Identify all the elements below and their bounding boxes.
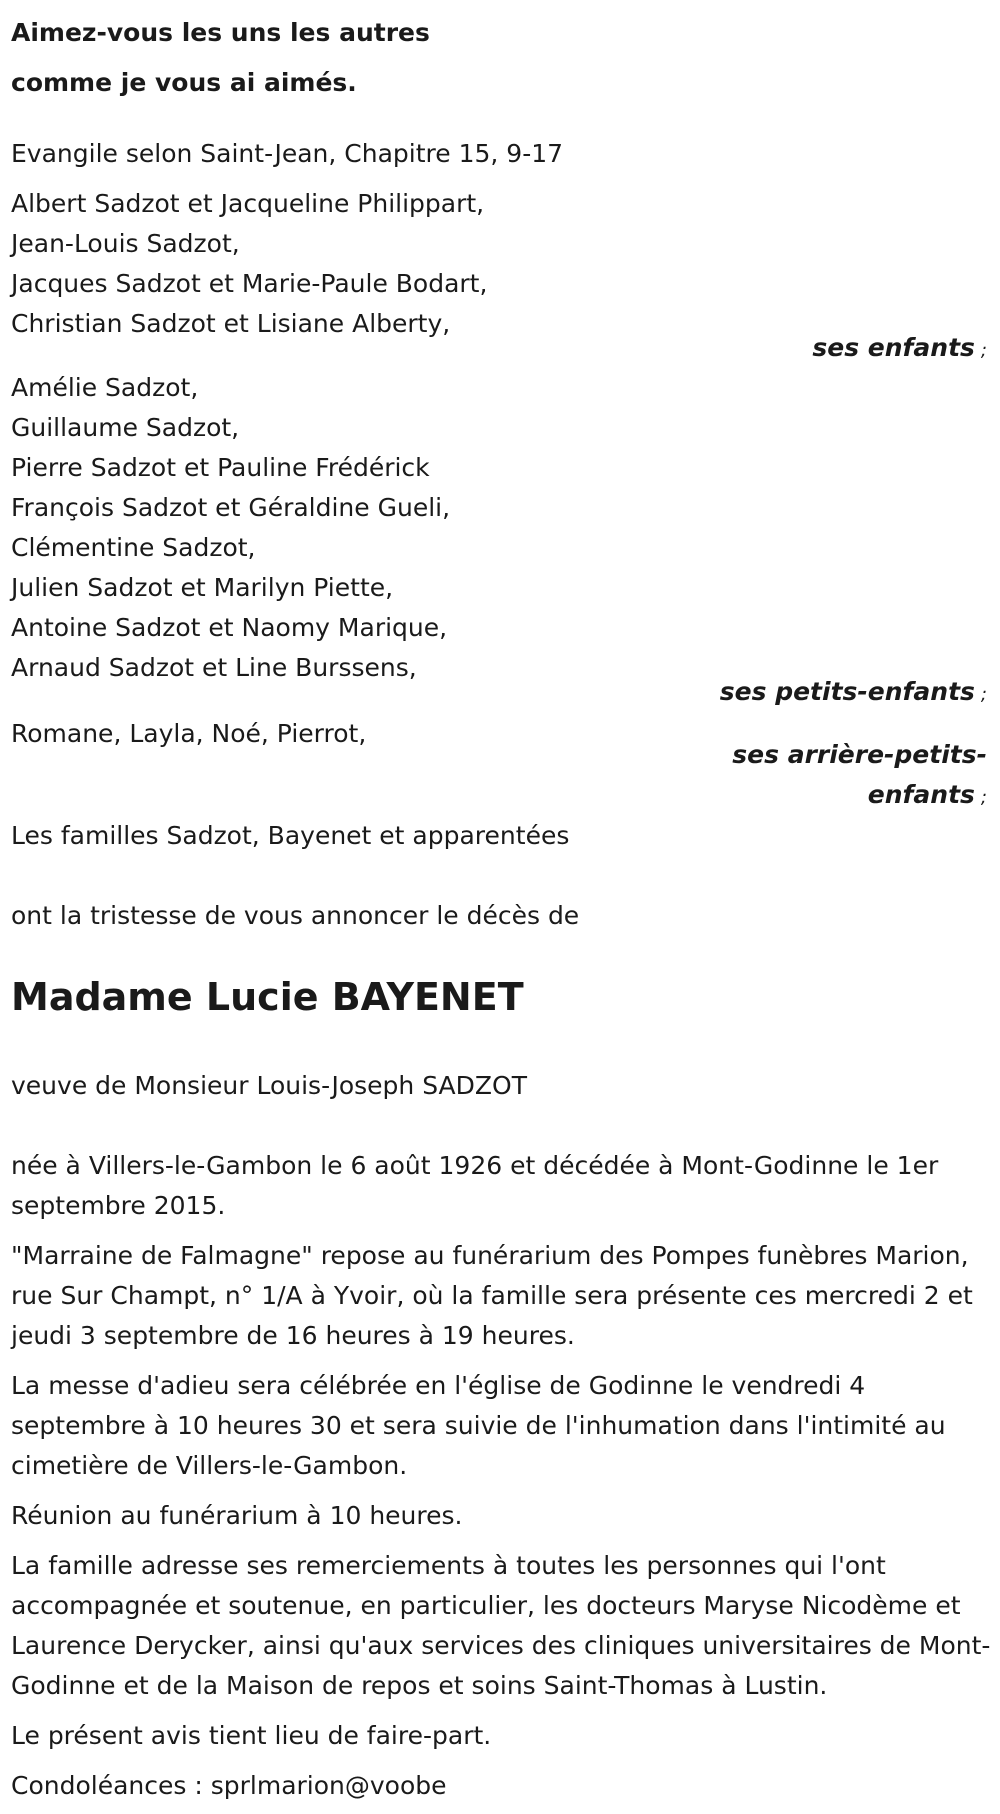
list-item: François Sadzot et Géraldine Gueli, bbox=[11, 493, 451, 522]
grandchildren-label bbox=[720, 672, 987, 715]
epigraph-line-1: Aimez-vous les uns les autres bbox=[11, 18, 430, 47]
list-item: Albert Sadzot et Jacqueline Philippart, bbox=[11, 189, 485, 218]
list-item: Jean-Louis Sadzot, bbox=[11, 229, 240, 258]
gospel-reference: Evangile selon Saint-Jean, Chapitre 15, 9-17 bbox=[11, 139, 564, 168]
list-item: Clémentine Sadzot, bbox=[11, 533, 256, 562]
list-item: Arnaud Sadzot et Line Burssens, bbox=[11, 653, 417, 682]
list-item: Christian Sadzot et Lisiane Alberty, bbox=[11, 309, 451, 338]
notice-paragraph: Le présent avis tient lieu de faire-part. bbox=[11, 1721, 492, 1750]
reposes-paragraph: "Marraine de Falmagne" repose au funérarium des Pompes funèbres Marion, rue Sur Champt, n° 1/A à Yvoir, où la famille sera présente ces mercredi 2 et jeudi 3 septembre de 16 heures à 19 heures. bbox=[11, 1241, 973, 1350]
great-grandchildren-label-line-1: ses arrière-petits- bbox=[732, 740, 987, 769]
children-label-semicolon: ; bbox=[980, 340, 987, 361]
grandchildren-label-semicolon: ; bbox=[980, 684, 987, 705]
widow-of-line: veuve de Monsieur Louis-Joseph SADZOT bbox=[11, 1071, 527, 1100]
families-line: Les familles Sadzot, Bayenet et apparentées bbox=[11, 821, 570, 850]
grandchildren-label-text: ses petits-enfants bbox=[719, 677, 975, 706]
grandchildren-list bbox=[11, 368, 450, 688]
children-list bbox=[11, 184, 487, 344]
condolences-line: Condoléances : sprlmarion@voobe bbox=[11, 1771, 447, 1800]
list-item: Romane, Layla, Noé, Pierrot, bbox=[11, 719, 367, 748]
list-item: Julien Sadzot et Marilyn Piette, bbox=[11, 573, 394, 602]
children-label-text: ses enfants bbox=[812, 333, 975, 362]
list-item: Guillaume Sadzot, bbox=[11, 413, 240, 442]
epigraph bbox=[11, 8, 430, 108]
epigraph-line-2: comme je vous ai aimés. bbox=[11, 68, 357, 97]
mass-paragraph: La messe d'adieu sera célébrée en l'église de Godinne le vendredi 4 septembre à 10 heures 30 et sera suivie de l'inhumation dans l'intimité au cimetière de Villers-le-Gambon. bbox=[11, 1371, 946, 1480]
birth-death-paragraph: née à Villers-le-Gambon le 6 août 1926 et décédée à Mont-Godinne le 1er septembre 2015. bbox=[11, 1151, 939, 1220]
meeting-paragraph: Réunion au funérarium à 10 heures. bbox=[11, 1501, 463, 1530]
children-label bbox=[812, 328, 987, 371]
announcement-line: ont la tristesse de vous annoncer le décès de bbox=[11, 901, 580, 930]
great-grandchildren-label-line-2: enfants bbox=[867, 780, 975, 809]
list-item: Jacques Sadzot et Marie-Paule Bodart, bbox=[11, 269, 488, 298]
thanks-paragraph: La famille adresse ses remerciements à toutes les personnes qui l'ont accompagnée et soutenue, en particulier, les docteurs Maryse Nicodème et Laurence Derycker, ainsi qu'aux services des cliniques universitaires de Mont-Godinne et de la Maison de repos et soins Saint-Thomas à Lustin. bbox=[11, 1551, 991, 1700]
deceased-name: Madame Lucie BAYENET bbox=[11, 975, 524, 1019]
great-grandchildren-label-semicolon: ; bbox=[980, 787, 987, 808]
great-grandchildren-label bbox=[732, 735, 987, 818]
great-grandchildren-list bbox=[11, 714, 366, 754]
list-item: Amélie Sadzot, bbox=[11, 373, 199, 402]
list-item: Pierre Sadzot et Pauline Frédérick bbox=[11, 453, 430, 482]
list-item: Antoine Sadzot et Naomy Marique, bbox=[11, 613, 448, 642]
